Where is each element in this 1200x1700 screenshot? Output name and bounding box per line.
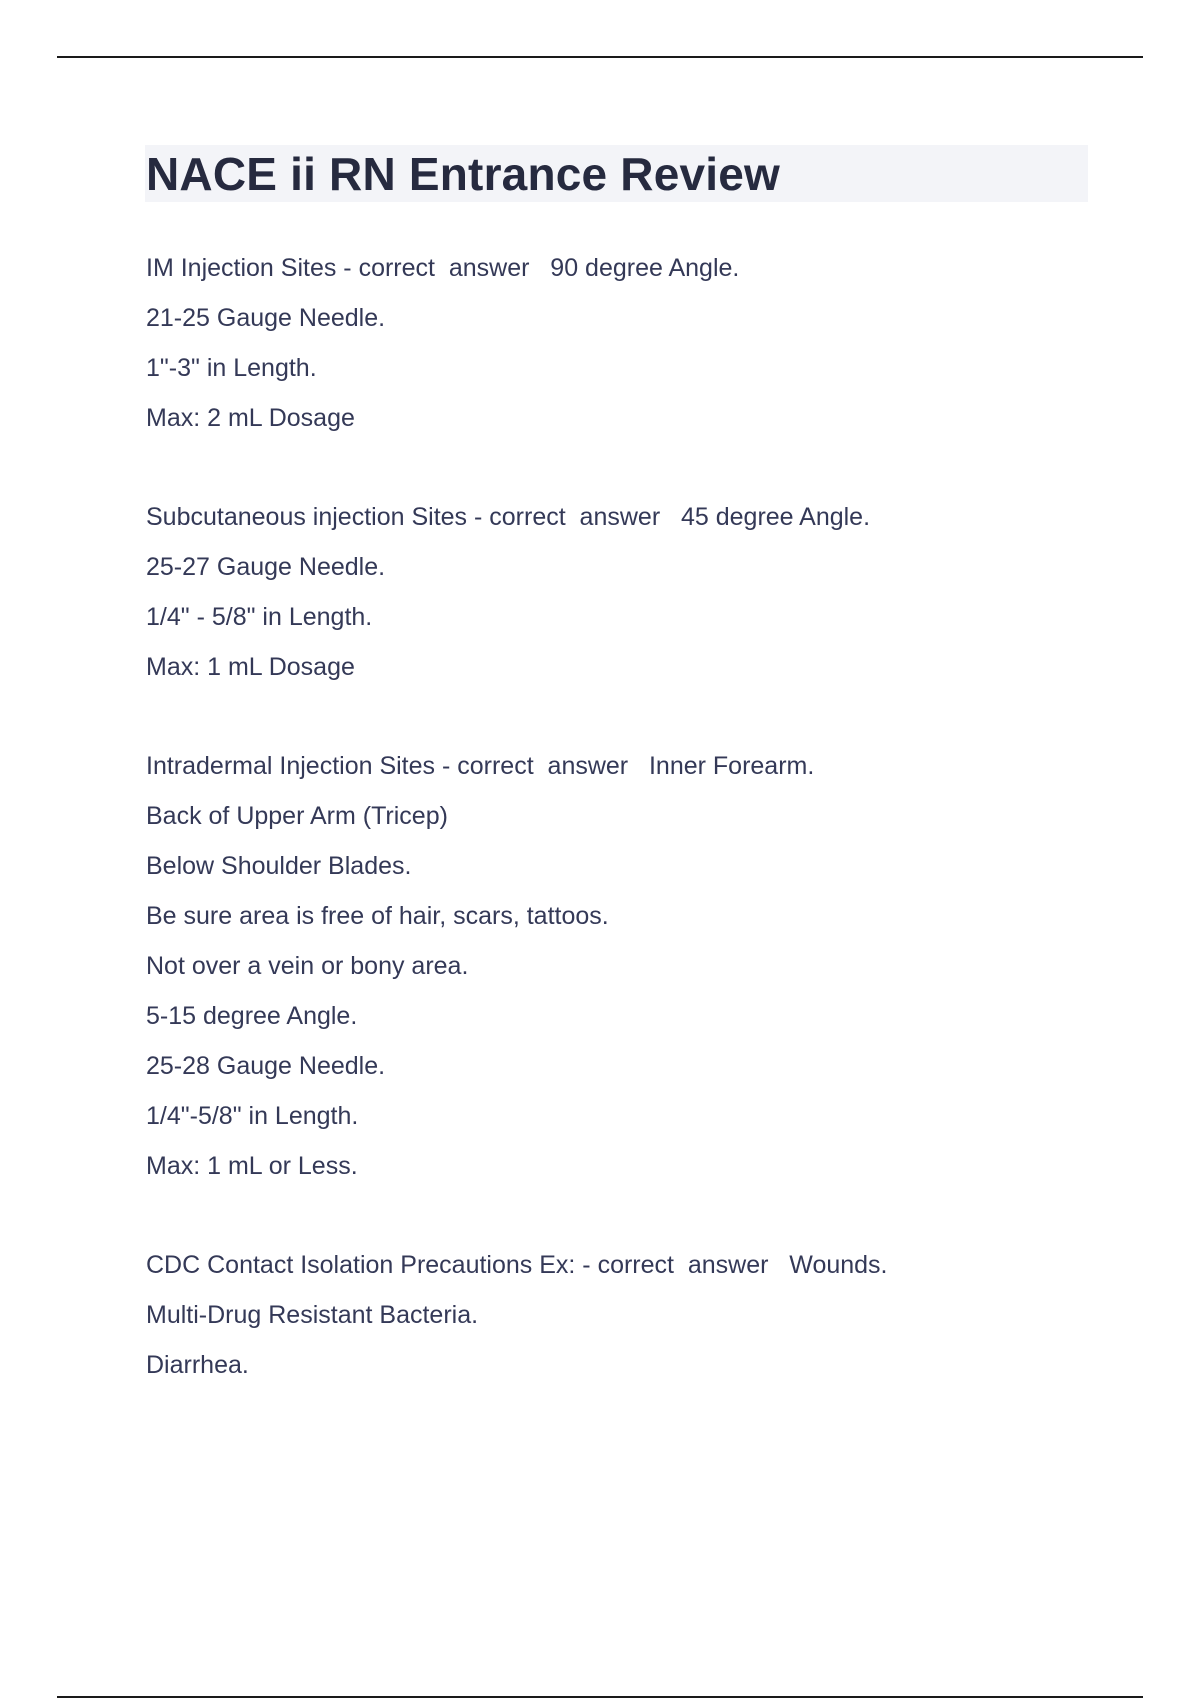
entry-line: 25-27 Gauge Needle. bbox=[146, 553, 386, 581]
qa-entry-im-injection bbox=[146, 243, 1086, 443]
entry-line: Be sure area is free of hair, scars, tattoos. bbox=[146, 902, 609, 930]
entry-line: Diarrhea. bbox=[146, 1351, 249, 1379]
entry-line: Max: 1 mL or Less. bbox=[146, 1152, 358, 1180]
entry-line: Multi-Drug Resistant Bacteria. bbox=[146, 1301, 479, 1329]
qa-entry-cdc-contact-isolation bbox=[146, 1240, 1086, 1390]
entry-line: IM Injection Sites - correct answer 90 degree Angle. bbox=[146, 254, 740, 282]
entry-line: 21-25 Gauge Needle. bbox=[146, 304, 386, 332]
entry-line: Not over a vein or bony area. bbox=[146, 952, 469, 980]
footer-rule bbox=[57, 1696, 1143, 1698]
entry-line: 1/4"-5/8" in Length. bbox=[146, 1102, 359, 1130]
document-title: NACE ii RN Entrance Review bbox=[146, 148, 781, 200]
entry-line: Below Shoulder Blades. bbox=[146, 852, 412, 880]
document-body bbox=[146, 243, 1086, 1439]
entry-line: Max: 1 mL Dosage bbox=[146, 653, 355, 681]
entry-line: Subcutaneous injection Sites - correct answer 45 degree Angle. bbox=[146, 503, 871, 531]
entry-line: CDC Contact Isolation Precautions Ex: - correct answer Wounds. bbox=[146, 1251, 888, 1279]
entry-line: 25-28 Gauge Needle. bbox=[146, 1052, 386, 1080]
qa-entry-intradermal-injection bbox=[146, 741, 1086, 1191]
entry-line: 1"-3" in Length. bbox=[146, 354, 317, 382]
entry-line: Back of Upper Arm (Tricep) bbox=[146, 802, 448, 830]
entry-line: 5-15 degree Angle. bbox=[146, 1002, 358, 1030]
entry-line: Intradermal Injection Sites - correct answer Inner Forearm. bbox=[146, 752, 815, 780]
entry-line: 1/4" - 5/8" in Length. bbox=[146, 603, 373, 631]
entry-line: Max: 2 mL Dosage bbox=[146, 404, 355, 432]
qa-entry-subcutaneous-injection bbox=[146, 492, 1086, 692]
header-rule bbox=[57, 56, 1143, 58]
